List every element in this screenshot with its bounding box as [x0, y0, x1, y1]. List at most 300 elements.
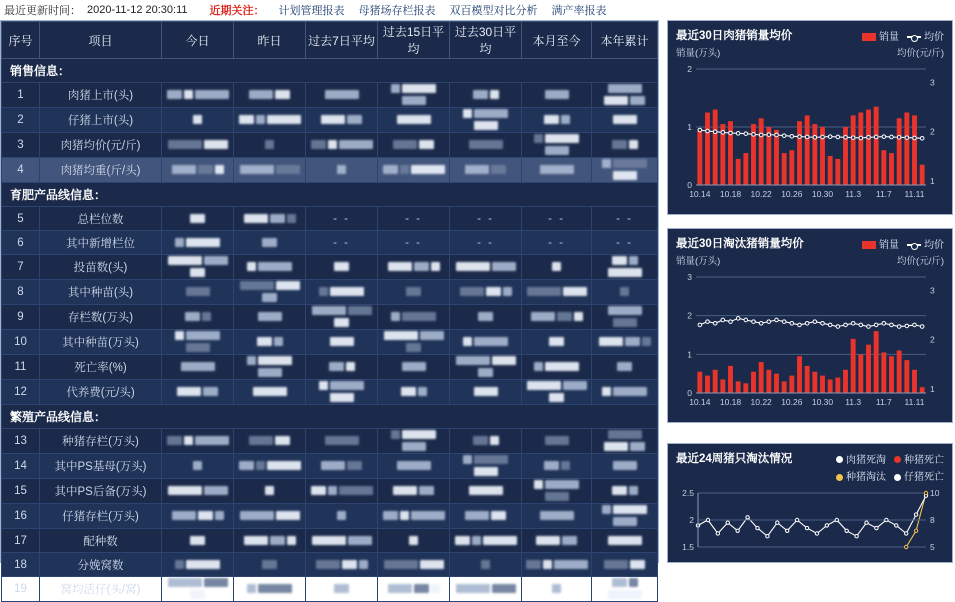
- redacted-value: [186, 343, 210, 352]
- row-index: 9: [2, 305, 40, 330]
- col-header-6[interactable]: 过去30日平均: [450, 22, 522, 59]
- redacted-value: [168, 256, 202, 265]
- row-item-name: 代养费(元/头): [40, 380, 162, 405]
- table-row[interactable]: [2, 207, 658, 231]
- row-value-cell: [450, 479, 522, 504]
- redacted-value: [486, 287, 501, 296]
- redacted-value: [602, 387, 611, 396]
- row-item-name: 死亡率(%): [40, 355, 162, 380]
- svg-text:2.5: 2.5: [682, 488, 694, 498]
- row-value-cell: [592, 108, 658, 133]
- redacted-value: [337, 511, 346, 520]
- redacted-value: [419, 140, 434, 149]
- chart-card-weekly-cull: [667, 443, 953, 563]
- chart3-legend-row2[interactable]: [668, 468, 952, 485]
- chart1-axis-captions: [668, 45, 952, 59]
- redacted-value: [456, 584, 490, 593]
- redacted-value: [474, 387, 498, 396]
- svg-text:11.3: 11.3: [845, 189, 862, 199]
- redacted-value: [549, 337, 564, 346]
- row-value-cell: [450, 207, 522, 231]
- redacted-value: [319, 381, 328, 390]
- row-value-cell: [522, 504, 592, 529]
- row-value-cell: [592, 380, 658, 405]
- empty-value: - -: [405, 236, 422, 249]
- col-header-7[interactable]: 本月至今: [522, 22, 592, 59]
- table-row[interactable]: [2, 355, 658, 380]
- row-value-cell: [306, 429, 378, 454]
- row-value-cell: [378, 280, 450, 305]
- row-value-cell: [306, 108, 378, 133]
- col-header-2[interactable]: 今日: [162, 22, 234, 59]
- row-value-cell: [162, 207, 234, 231]
- redacted-value: [204, 140, 228, 149]
- chart-card-hog-sales: [667, 20, 953, 215]
- redacted-value: [400, 165, 409, 174]
- table-row[interactable]: [2, 553, 658, 577]
- chart1-svg: [674, 61, 948, 201]
- metrics-table-panel: [0, 20, 659, 596]
- redacted-value: [316, 560, 340, 569]
- redacted-value: [620, 287, 629, 296]
- chart2-y2label: 均价(元/斤): [897, 256, 944, 267]
- redacted-value: [545, 362, 579, 371]
- redacted-value: [561, 115, 570, 124]
- chart2-axis-captions: [668, 253, 952, 267]
- redacted-value: [348, 536, 372, 545]
- table-row[interactable]: [2, 280, 658, 305]
- row-value-cell: [162, 553, 234, 577]
- redacted-value: [240, 511, 274, 520]
- svg-text:2: 2: [689, 515, 694, 525]
- redacted-value: [629, 256, 638, 265]
- redacted-value: [175, 560, 184, 569]
- redacted-value: [545, 134, 579, 143]
- row-value-cell: [306, 529, 378, 553]
- row-value-cell: [378, 133, 450, 158]
- redacted-value: [397, 115, 431, 124]
- chart1-title: 最近30日肉猪销量均价: [676, 30, 793, 42]
- row-value-cell: [162, 83, 234, 108]
- redacted-value: [256, 115, 265, 124]
- chart2-legend[interactable]: [862, 236, 944, 251]
- redacted-value: [527, 287, 561, 296]
- row-value-cell: [592, 158, 658, 183]
- redacted-value: [456, 356, 490, 365]
- chart3-title: 最近24周猪只淘汰情况: [676, 453, 793, 465]
- legend-item-line[interactable]: [907, 28, 944, 43]
- row-value-cell: [306, 305, 378, 330]
- redacted-value: [402, 362, 426, 371]
- table-row[interactable]: [2, 108, 658, 133]
- row-value-cell: [162, 355, 234, 380]
- redacted-value: [463, 109, 472, 118]
- svg-text:1: 1: [687, 122, 692, 132]
- col-header-3[interactable]: 昨日: [234, 22, 306, 59]
- redacted-value: [402, 442, 426, 451]
- col-header-5[interactable]: 过去15日平均: [378, 22, 450, 59]
- row-value-cell: [522, 255, 592, 280]
- empty-value: - -: [616, 236, 633, 249]
- row-value-cell: [162, 305, 234, 330]
- redacted-value: [613, 461, 637, 470]
- redacted-value: [608, 536, 642, 545]
- table-row[interactable]: [2, 454, 658, 479]
- legend-bar-swatch-icon-2: [862, 241, 876, 249]
- redacted-value: [329, 362, 344, 371]
- redacted-value: [321, 461, 345, 470]
- table-row[interactable]: [2, 255, 658, 280]
- table-row[interactable]: [2, 504, 658, 529]
- table-row[interactable]: [2, 133, 658, 158]
- row-value-cell: [162, 529, 234, 553]
- row-value-cell: [162, 231, 234, 255]
- redacted-value: [186, 331, 220, 340]
- redacted-value: [397, 461, 431, 470]
- table-row[interactable]: [2, 529, 658, 553]
- svg-text:10.26: 10.26: [781, 397, 803, 407]
- row-value-cell: [378, 479, 450, 504]
- svg-text:8: 8: [930, 515, 935, 525]
- row-value-cell: [592, 231, 658, 255]
- redacted-value: [481, 560, 490, 569]
- redacted-value: [490, 90, 499, 99]
- redacted-value: [418, 387, 427, 396]
- redacted-value: [642, 337, 651, 346]
- redacted-value: [599, 337, 623, 346]
- svg-text:0: 0: [687, 388, 692, 398]
- redacted-value: [204, 486, 228, 495]
- row-value-cell: [234, 305, 306, 330]
- redacted-value: [391, 84, 400, 93]
- redacted-value: [384, 331, 418, 340]
- table-row[interactable]: [2, 330, 658, 355]
- row-value-cell: [162, 133, 234, 158]
- row-value-cell: [592, 305, 658, 330]
- redacted-value: [604, 560, 628, 569]
- row-value-cell: [378, 504, 450, 529]
- row-value-cell: [234, 108, 306, 133]
- row-value-cell: [306, 207, 378, 231]
- redacted-value: [193, 115, 202, 124]
- redacted-value: [334, 584, 349, 593]
- redacted-value: [342, 560, 357, 569]
- redacted-value: [198, 165, 213, 174]
- redacted-value: [186, 560, 220, 569]
- redacted-value: [526, 560, 541, 569]
- redacted-value: [419, 486, 434, 495]
- col-header-1[interactable]: 项目: [40, 22, 162, 59]
- redacted-value: [258, 368, 282, 377]
- top-status-bar: [0, 0, 955, 20]
- row-item-name: 分娩窝数: [40, 553, 162, 577]
- row-value-cell: [378, 429, 450, 454]
- col-header-0[interactable]: 序号: [2, 22, 40, 59]
- redacted-value: [406, 287, 421, 296]
- row-item-name: 投苗数(头): [40, 255, 162, 280]
- redacted-value: [262, 293, 277, 302]
- redacted-value: [391, 312, 400, 321]
- redacted-value: [478, 312, 493, 321]
- redacted-value: [240, 281, 274, 290]
- legend-item-bar[interactable]: [862, 28, 899, 43]
- redacted-value: [186, 287, 210, 296]
- redacted-value: [608, 430, 642, 439]
- row-value-cell: [522, 429, 592, 454]
- redacted-value: [339, 140, 373, 149]
- row-value-cell: [162, 330, 234, 355]
- redacted-value: [172, 165, 196, 174]
- redacted-value: [168, 578, 202, 587]
- focus-label: 近期关注：: [209, 5, 265, 17]
- redacted-value: [258, 356, 292, 365]
- row-value-cell: [450, 255, 522, 280]
- legend-item-bar-2[interactable]: [862, 236, 899, 251]
- legend-item-hog-death[interactable]: [836, 451, 886, 466]
- redacted-value: [258, 584, 292, 593]
- svg-text:1.5: 1.5: [682, 542, 694, 552]
- legend-item-piglet-death[interactable]: [894, 468, 944, 483]
- row-value-cell: [378, 83, 450, 108]
- redacted-value: [265, 486, 274, 495]
- redacted-value: [431, 262, 440, 271]
- redacted-value: [608, 84, 642, 93]
- redacted-value: [276, 511, 300, 520]
- row-index: 3: [2, 133, 40, 158]
- metrics-table: [1, 21, 658, 602]
- redacted-value: [247, 262, 256, 271]
- svg-text:11.7: 11.7: [875, 397, 892, 407]
- table-row[interactable]: [2, 231, 658, 255]
- chart2-header: [668, 229, 952, 253]
- legend-item-sow-cull[interactable]: [836, 468, 886, 483]
- redacted-value: [545, 436, 569, 445]
- row-value-cell: [522, 280, 592, 305]
- redacted-value: [383, 165, 398, 174]
- table-row[interactable]: [2, 158, 658, 183]
- redacted-value: [608, 306, 642, 315]
- row-value-cell: [450, 231, 522, 255]
- row-value-cell: [306, 577, 378, 602]
- redacted-value: [249, 90, 273, 99]
- focus-link-2[interactable]: 双百模型对比分析: [449, 5, 538, 17]
- redacted-value: [409, 536, 418, 545]
- row-value-cell: [234, 207, 306, 231]
- table-body: [2, 59, 658, 602]
- row-value-cell: [234, 158, 306, 183]
- redacted-value: [239, 115, 254, 124]
- redacted-value: [393, 486, 417, 495]
- redacted-value: [347, 115, 362, 124]
- row-value-cell: [522, 231, 592, 255]
- redacted-value: [414, 584, 429, 593]
- legend-line-swatch-icon: [907, 36, 921, 38]
- redacted-value: [629, 140, 638, 149]
- redacted-value: [312, 536, 346, 545]
- table-row[interactable]: [2, 305, 658, 330]
- empty-value: - -: [477, 212, 494, 225]
- redacted-value: [311, 486, 326, 495]
- chart1-y2label: 均价(元/斤): [897, 48, 944, 59]
- redacted-value: [388, 584, 412, 593]
- row-index: 18: [2, 553, 40, 577]
- row-index: 1: [2, 83, 40, 108]
- redacted-value: [534, 362, 543, 371]
- row-item-name: 配种数: [40, 529, 162, 553]
- row-value-cell: [234, 355, 306, 380]
- row-value-cell: [450, 504, 522, 529]
- redacted-value: [168, 140, 202, 149]
- redacted-value: [545, 90, 569, 99]
- row-index: 14: [2, 454, 40, 479]
- redacted-value: [629, 578, 638, 587]
- redacted-value: [175, 331, 184, 340]
- svg-text:3: 3: [687, 272, 692, 282]
- row-index: 4: [2, 158, 40, 183]
- svg-text:1: 1: [930, 384, 935, 394]
- row-value-cell: [592, 330, 658, 355]
- row-value-cell: [306, 280, 378, 305]
- redacted-value: [339, 486, 373, 495]
- redacted-value: [321, 115, 345, 124]
- row-value-cell: [450, 429, 522, 454]
- row-value-cell: [378, 330, 450, 355]
- redacted-value: [492, 356, 516, 365]
- chart1-legend[interactable]: [862, 28, 944, 43]
- row-value-cell: [234, 83, 306, 108]
- row-value-cell: [450, 280, 522, 305]
- empty-value: - -: [548, 236, 565, 249]
- redacted-value: [275, 90, 290, 99]
- redacted-value: [625, 337, 640, 346]
- redacted-value: [552, 262, 561, 271]
- row-value-cell: [306, 355, 378, 380]
- legend-dot-icon-3: [836, 474, 843, 481]
- legend-bar-swatch-icon: [862, 33, 876, 41]
- redacted-value: [247, 584, 256, 593]
- col-header-8[interactable]: 本年累计: [592, 22, 658, 59]
- redacted-value: [563, 287, 587, 296]
- redacted-value: [167, 436, 182, 445]
- chart1-ylabel: 销量(万头): [676, 48, 721, 59]
- col-header-4[interactable]: 过去7日平均: [306, 22, 378, 59]
- row-value-cell: [522, 355, 592, 380]
- row-index: 16: [2, 504, 40, 529]
- svg-text:10.22: 10.22: [750, 189, 772, 199]
- redacted-value: [175, 238, 184, 247]
- row-value-cell: [592, 577, 658, 602]
- redacted-value: [258, 312, 282, 321]
- row-item-name: 仔猪存栏(万头): [40, 504, 162, 529]
- row-item-name: 存栏数(万头): [40, 305, 162, 330]
- table-row[interactable]: [2, 429, 658, 454]
- row-value-cell: [522, 479, 592, 504]
- legend-item-sow-death[interactable]: [894, 451, 944, 466]
- row-value-cell: [450, 305, 522, 330]
- focus-link-3[interactable]: 满产率报表: [551, 5, 607, 17]
- table-row[interactable]: [2, 83, 658, 108]
- row-value-cell: [162, 108, 234, 133]
- redacted-value: [337, 165, 346, 174]
- row-value-cell: [378, 207, 450, 231]
- row-value-cell: [450, 380, 522, 405]
- redacted-value: [604, 96, 628, 105]
- redacted-value: [184, 90, 193, 99]
- redacted-value: [613, 115, 637, 124]
- focus-link-1[interactable]: 母猪场存栏报表: [358, 5, 436, 17]
- row-value-cell: [522, 83, 592, 108]
- chart1-header: [668, 21, 952, 45]
- redacted-value: [330, 287, 364, 296]
- redacted-value: [312, 306, 346, 315]
- redacted-value: [388, 262, 412, 271]
- redacted-value: [256, 461, 265, 470]
- redacted-value: [554, 560, 588, 569]
- redacted-value: [202, 312, 211, 321]
- chart3-svg: [674, 487, 948, 553]
- redacted-value: [629, 486, 638, 495]
- row-value-cell: [592, 207, 658, 231]
- redacted-value: [311, 140, 326, 149]
- redacted-value: [602, 505, 611, 514]
- focus-link-0[interactable]: 计划管理报表: [278, 5, 345, 17]
- redacted-value: [393, 140, 417, 149]
- redacted-value: [347, 461, 362, 470]
- redacted-value: [465, 511, 489, 520]
- row-value-cell: [450, 553, 522, 577]
- redacted-value: [602, 159, 611, 168]
- redacted-value: [455, 536, 470, 545]
- chart1-plot: [668, 59, 952, 205]
- row-value-cell: [450, 529, 522, 553]
- row-value-cell: [234, 231, 306, 255]
- chart3-legend[interactable]: [836, 451, 944, 466]
- row-index: 13: [2, 429, 40, 454]
- svg-text:10.30: 10.30: [811, 189, 834, 199]
- row-value-cell: [162, 429, 234, 454]
- row-value-cell: [306, 83, 378, 108]
- redacted-value: [473, 436, 488, 445]
- row-item-name: 肉猪均重(斤/头): [40, 158, 162, 183]
- legend-label-4: 仔猪死亡: [904, 472, 944, 483]
- row-value-cell: [522, 454, 592, 479]
- redacted-value: [612, 256, 627, 265]
- redacted-value: [198, 511, 213, 520]
- row-value-cell: [378, 305, 450, 330]
- row-value-cell: [592, 479, 658, 504]
- row-value-cell: [592, 553, 658, 577]
- section-title: 销售信息：: [2, 59, 658, 83]
- redacted-value: [276, 281, 300, 290]
- svg-text:10.22: 10.22: [750, 397, 772, 407]
- row-value-cell: [162, 280, 234, 305]
- table-row[interactable]: [2, 577, 658, 602]
- legend-label-1: 肉猪死淘: [846, 454, 886, 466]
- legend-item-line-2[interactable]: [907, 236, 944, 251]
- table-row[interactable]: [2, 380, 658, 405]
- row-value-cell: [378, 158, 450, 183]
- row-value-cell: [306, 504, 378, 529]
- chart2-title: 最近30日淘汰猪销量均价: [676, 238, 804, 250]
- svg-text:10.26: 10.26: [781, 189, 803, 199]
- row-value-cell: [306, 231, 378, 255]
- redacted-value: [215, 511, 224, 520]
- redacted-value: [604, 442, 628, 451]
- row-value-cell: [592, 529, 658, 553]
- redacted-value: [328, 140, 337, 149]
- redacted-value: [181, 362, 215, 371]
- table-row[interactable]: [2, 479, 658, 504]
